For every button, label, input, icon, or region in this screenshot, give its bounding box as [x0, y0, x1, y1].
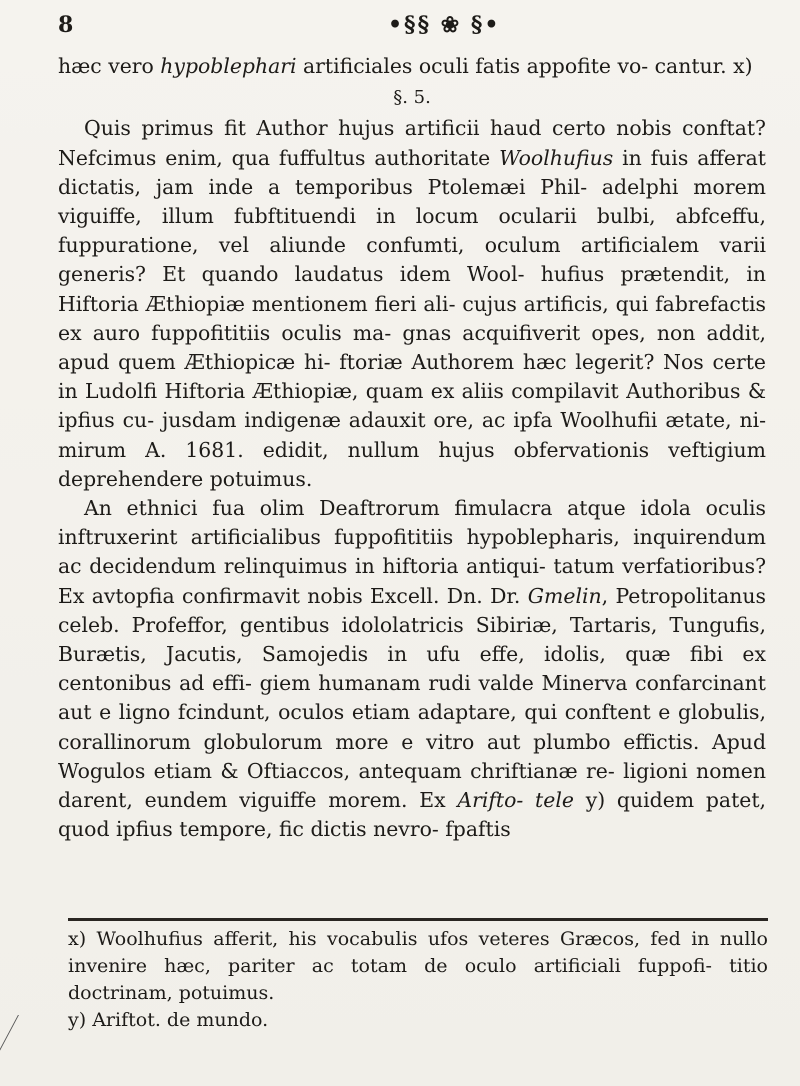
- text-run: Quis primus fit Author hujus artificii haud certo nobis conftat? Nefcimus enim, qua fuffultus authoritate: [58, 116, 766, 170]
- paragraph-2: [58, 114, 766, 494]
- footnote-label: x): [68, 928, 87, 950]
- italic-author-name: Woolhufius: [499, 145, 614, 170]
- italic-term: hypoblephari: [160, 54, 297, 78]
- paragraph-3: [58, 494, 766, 844]
- paragraph-1: [58, 52, 766, 81]
- footnote-y: [68, 1007, 768, 1034]
- text-run: in fuis afferat dictatis, jam inde a temporibus Ptolemæi Phil- adelphi morem viguiffe, illum fubftituendi in locum ocularii bulbi, abfceffu, fuppuratione, vel aliunde confumti, oculum artificialem varii generis? Et quando laudatus idem Wool- hufius prætendit, in Hiftoria Æthiopiæ mentionem fieri ali- cujus artificis, qui fabrefactis ex auro fuppofititiis oculis ma- gnas acquifiverit opes, non addit, apud quem Æthiopicæ hi- ftoriæ Authorem hæc legerit? Nos certe in Ludolfi Hiftoria Æthiopiæ, quam ex aliis compilavit Authoribus & ipfius cu- jusdam indigenæ adauxit ore, ac ipfa Woolhufii ætate, ni- mirum A. 1681. edidit, nullum hujus obfervationis veftigium deprehendere potuimus.: [58, 145, 767, 491]
- main-text: [58, 52, 766, 844]
- text-run: An ethnici fua olim Deaftrorum fimulacra atque idola oculis inftruxerint artificialibus fuppofititiis hypoblepharis, inquirendum ac decidendum relinquimus in hiftoria antiqui- tatum verfatioribus? Ex avtopfia confirmavit nobis Excell. Dn. Dr.: [58, 496, 766, 608]
- section-heading: §. 5.: [393, 87, 431, 109]
- text-run: hæc vero: [58, 54, 161, 78]
- italic-author-name: Gmelin: [527, 583, 602, 608]
- footnote-text: Woolhufius afferit, his vocabulis ufos veteres Græcos, fed in nullo invenire hæc, pariter ac totam de oculo artificiali fuppofi- titio doctrinam, potuimus.: [68, 928, 768, 1004]
- footnote-text: Ariftot. de mundo.: [92, 1009, 269, 1031]
- footnote-x: [68, 926, 768, 1007]
- text-run: y) quidem patet, quod ipfius tempore, fic dictis nevro- fpaftis: [58, 788, 767, 842]
- footnote-label: y): [68, 1009, 87, 1031]
- text-run: , Petropolitanus celeb. Profeffor, gentibus idololatricis Sibiriæ, Tartaris, Tungufis, Burætis, Jacutis, Samojedis in ufu effe, idolis, quæ fibi ex centonibus ad effi- giem humanam rudi valde Minerva confarcinant aut e ligno fcindunt, oculos etiam adaptare, qui conftent e globulis, corallinorum globulorum more e vitro aut plumbo effictis. Apud Wogulos etiam & Oftiaccos, antequam chriftianæ re- ligioni nomen darent, eundem viguiffe morem. Ex: [58, 583, 766, 813]
- footnote-rule: [68, 918, 768, 921]
- text-run: artificiales oculi fatis appofite vo- cantur. x): [296, 54, 753, 78]
- header-ornament: •§§ ❀ §•: [388, 12, 501, 38]
- running-header: [58, 10, 758, 40]
- italic-author-name: Arifto- tele: [457, 788, 574, 813]
- margin-stroke: [0, 1015, 37, 1075]
- footnotes: [68, 926, 768, 1034]
- page-number: 8: [58, 12, 74, 38]
